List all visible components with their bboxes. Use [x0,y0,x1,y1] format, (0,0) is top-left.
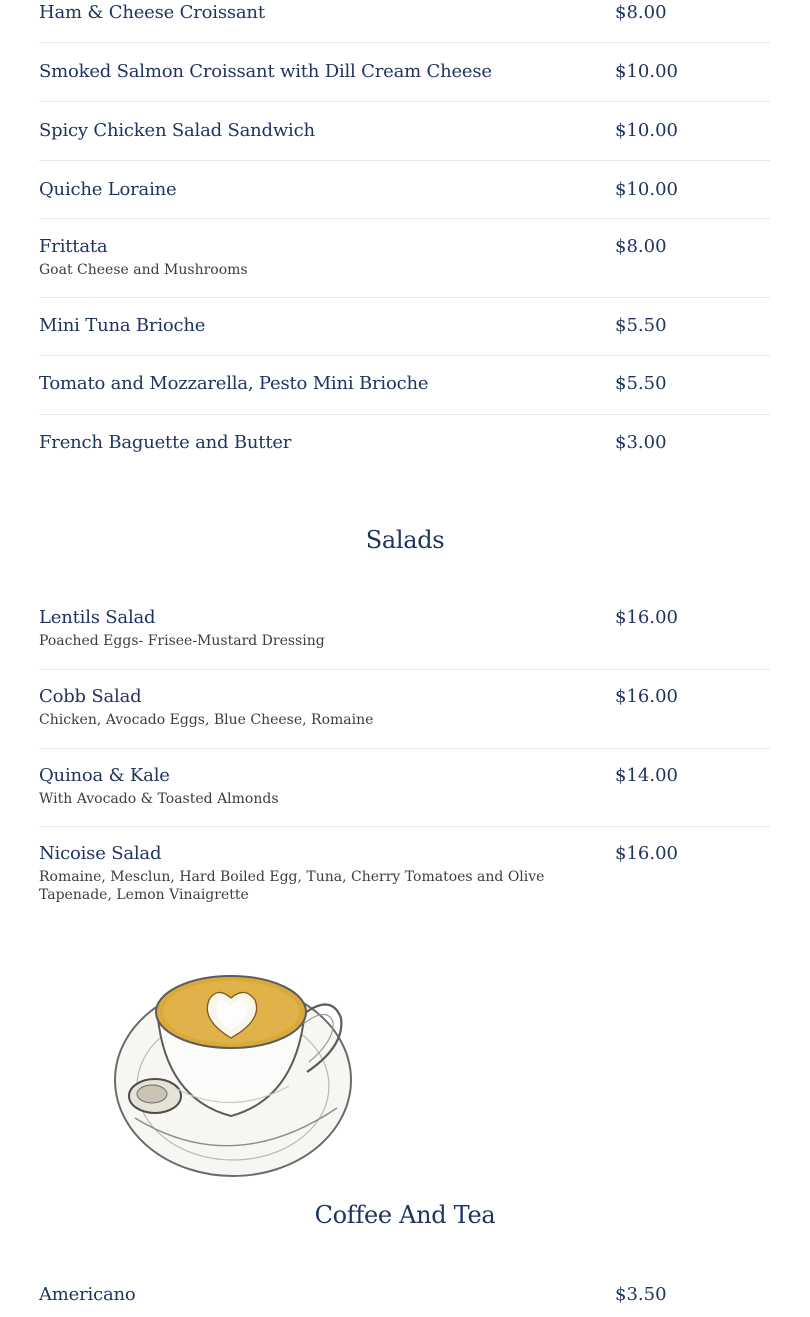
menu-item [39,356,770,415]
menu-item-description: Romaine, Mesclun, Hard Boiled Egg, Tuna, Cherry Tomatoes and Olive Tapenade, Lemon Vinaigrette [39,869,545,903]
menu-item [39,670,770,749]
menu-item-name: Smoked Salmon Croissant with Dill Cream Cheese [39,61,492,82]
menu-item-name: Frittata [39,236,108,257]
menu-item-price: $3.00 [615,432,667,453]
menu-item-description: Goat Cheese and Mushrooms [39,262,248,278]
menu-item-price: $16.00 [615,607,678,628]
menu-item-name: Quiche Loraine [39,179,177,200]
breakfast-menu-list [39,0,770,475]
menu-item-name: Quinoa & Kale [39,765,170,786]
menu-item [39,827,770,917]
coffee-cup-icon [105,968,365,1183]
menu-item [39,298,770,356]
menu-item-price: $16.00 [615,686,678,707]
menu-item-price: $5.50 [615,315,667,336]
menu-item-name: Nicoise Salad [39,843,162,864]
menu-item-price: $10.00 [615,179,678,200]
menu-item-name: Mini Tuna Brioche [39,315,206,336]
menu-item [39,415,770,475]
menu-item-description: Chicken, Avocado Eggs, Blue Cheese, Romaine [39,712,374,728]
menu-item [39,0,770,43]
menu-item-name: Ham & Cheese Croissant [39,2,265,23]
menu-item [39,43,770,102]
menu-item [39,102,770,161]
menu-item [39,592,770,670]
menu-item-price: $5.50 [615,373,667,394]
menu-item-price: $10.00 [615,61,678,82]
menu-item-price: $8.00 [615,236,667,257]
menu-item-description: With Avocado & Toasted Almonds [39,791,279,807]
menu-item-description: Poached Eggs- Frisee-Mustard Dressing [39,633,325,649]
menu-item [39,161,770,219]
menu-item-price: $3.50 [615,1284,667,1305]
menu-item [39,749,770,827]
coffee-menu-list [39,1268,770,1317]
menu-item-price: $16.00 [615,843,678,864]
menu-item-name: Spicy Chicken Salad Sandwich [39,120,315,141]
menu-item-price: $14.00 [615,765,678,786]
menu-item-name: Lentils Salad [39,607,156,628]
section-title-coffee-and-tea: Coffee And Tea [314,1201,496,1229]
menu-item-name: French Baguette and Butter [39,432,292,453]
section-title-salads: Salads [365,526,445,554]
menu-item-price: $8.00 [615,2,667,23]
menu-item-name: Tomato and Mozzarella, Pesto Mini Brioche [39,373,429,394]
menu-item-name: Cobb Salad [39,686,142,707]
menu-item-name: Americano [39,1284,136,1305]
menu-item [39,219,770,298]
menu-item [39,1268,770,1317]
salads-menu-list [39,592,770,917]
menu-item-price: $10.00 [615,120,678,141]
